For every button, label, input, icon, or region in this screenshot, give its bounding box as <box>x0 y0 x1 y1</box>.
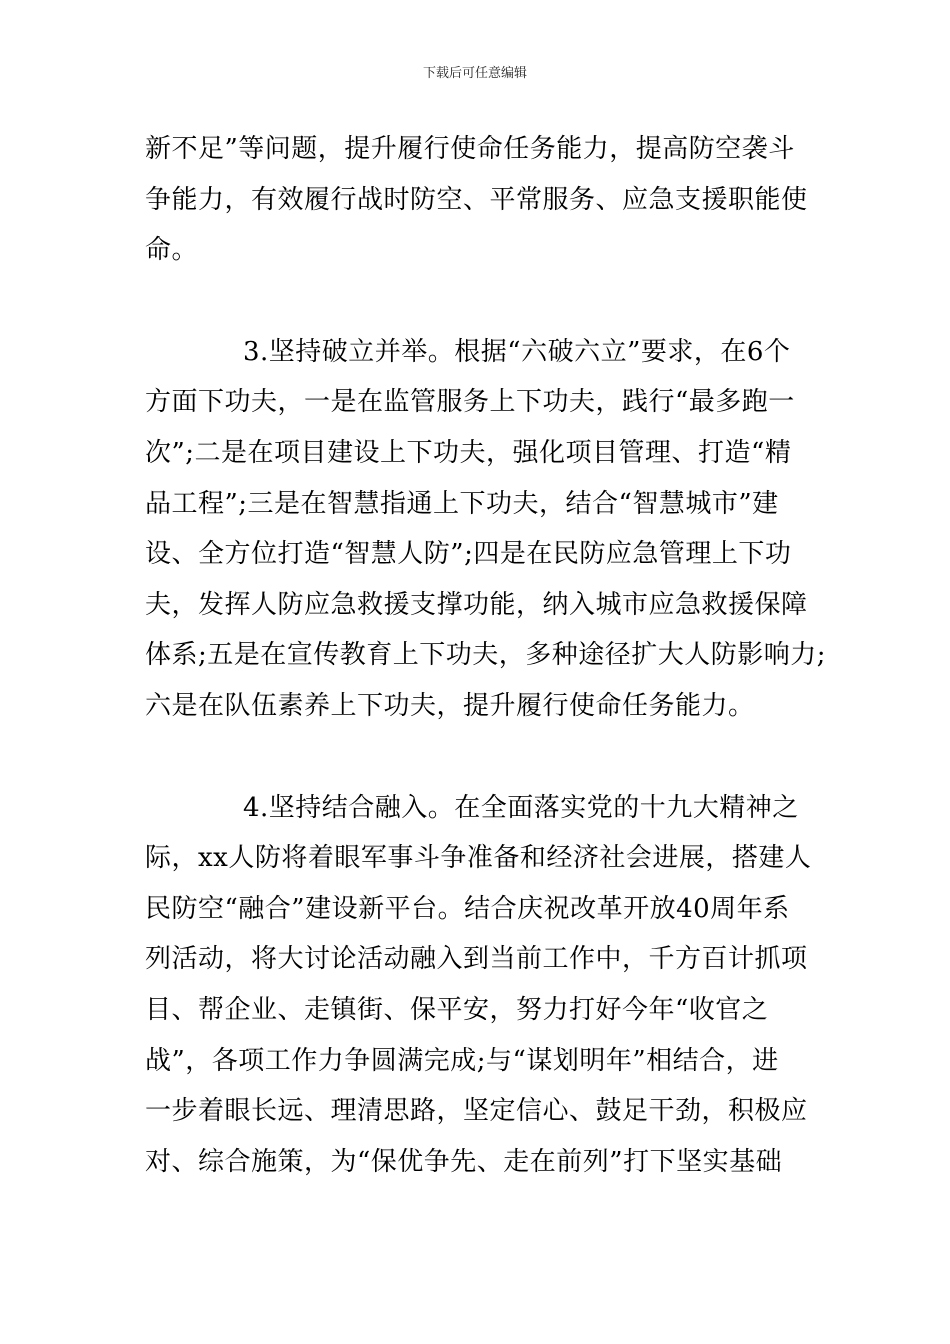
paragraph-gap <box>145 732 835 783</box>
text-line: 六是在队伍素养上下功夫，提升履行使命任务能力。 <box>145 690 755 721</box>
document-body <box>145 124 835 1187</box>
text-line: 民防空“融合”建设新平台。结合庆祝改革开放40周年系 <box>145 893 790 924</box>
text-line: 一步着眼长远、理清思路，坚定信心、鼓足干劲，积极应 <box>145 1096 808 1127</box>
text-line: 目、帮企业、走镇街、保平安，努力打好今年“收官之 <box>145 994 769 1025</box>
text-line: 方面下功夫，一是在监管服务上下功夫，践行“最多跑一 <box>145 387 795 418</box>
text-line: 新不足”等问题，提升履行使命任务能力，提高防空袭斗 <box>145 134 795 164</box>
paragraph <box>145 327 835 732</box>
text-line: 列活动，将大讨论活动融入到当前工作中，千方百计抓项 <box>145 944 808 975</box>
text-line: 设、全方位打造“智慧人防”;四是在民防应急管理上下功 <box>145 539 792 570</box>
text-line: 际，xx人防将着眼军事斗争准备和经济社会进展，搭建人 <box>145 843 812 874</box>
text-line: 对、综合施策，为“保优争先、走在前列”打下坚实基础 <box>145 1146 783 1177</box>
text-line: 争能力，有效履行战时防空、平常服务、应急支援职能使 <box>145 184 808 215</box>
text-line: 4.坚持结合融入。在全面落实党的十九大精神之 <box>243 792 799 823</box>
text-line: 命。 <box>145 235 199 266</box>
text-line: 夫，发挥人防应急救援支撑功能，纳入城市应急救援保障 <box>145 589 808 620</box>
paragraph <box>145 783 835 1188</box>
text-line: 次”;二是在项目建设上下功夫，强化项目管理、打造“精 <box>145 437 792 468</box>
text-line: 战”，各项工作力争圆满完成;与“谋划明年”相结合，进 <box>145 1045 779 1076</box>
text-line: 品工程”;三是在智慧指通上下功夫，结合“智慧城市”建 <box>145 488 779 519</box>
text-line: 体系;五是在宣传教育上下功夫，多种途径扩大人防影响力; <box>145 640 827 671</box>
text-line: 3.坚持破立并举。根据“六破六立”要求，在6个 <box>243 336 791 367</box>
page-header: 下载后可任意编辑 <box>422 66 527 81</box>
paragraph <box>145 124 835 276</box>
paragraph-gap <box>145 276 835 327</box>
